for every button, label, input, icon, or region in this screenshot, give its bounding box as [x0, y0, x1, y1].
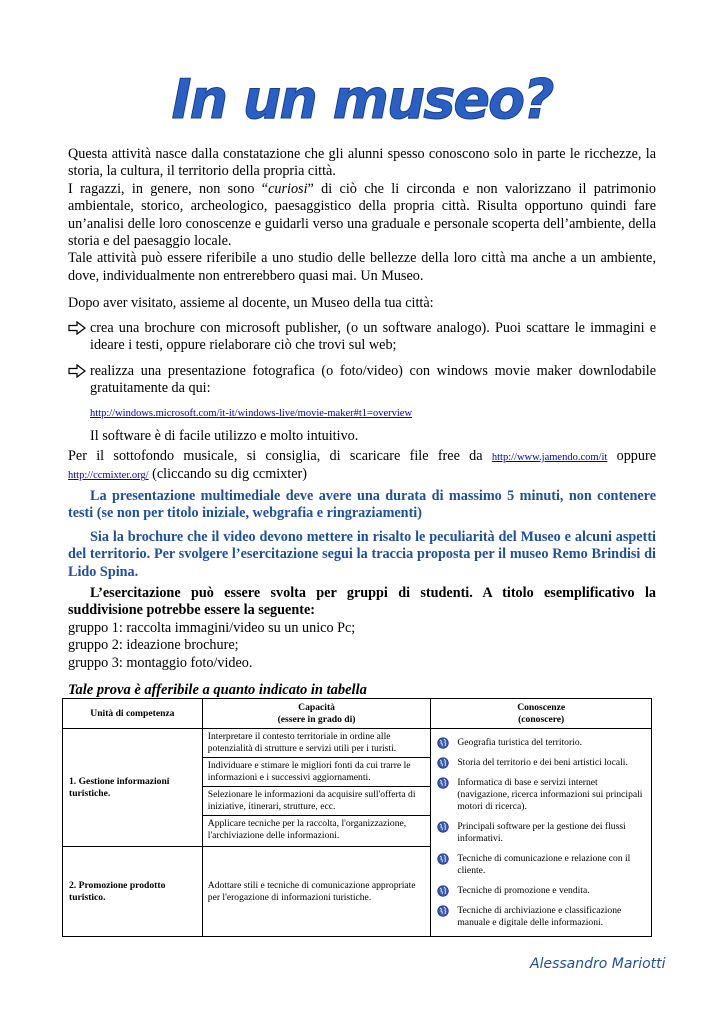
capacity-cell: Adottare stili e tecniche di comunicazione appropriate per l'erogazione di informazioni turistiche. [202, 847, 431, 937]
unit-cell: 1. Gestione informazioni turistiche. [63, 729, 203, 847]
after-visit-text: Dopo aver visitato, assieme al docente, un Museo della tua città: [68, 295, 434, 311]
knowledge-text: Storia del territorio e dei beni artistici locali. [457, 757, 628, 768]
capacity-item: Individuare e stimare le migliori fonti da cui trarre le informazioni e i successivi aggiornamenti. [203, 757, 431, 786]
intro-p2-italic: curiosi [268, 180, 308, 197]
page-title [0, 52, 724, 142]
knowledge-item [435, 853, 645, 877]
globe-icon [437, 777, 449, 789]
software-note: Il software è di facile utilizzo e molto intuitivo. [90, 428, 359, 445]
competence-table [62, 698, 652, 937]
duration-note: La presentazione multimediale deve avere una durata di massimo 5 minuti, non contenere testi (se non per titolo iniziale, webgrafia e ringraziamenti) [68, 488, 656, 522]
title-artwork [171, 52, 553, 142]
globe-icon [437, 757, 449, 769]
list-item [68, 363, 656, 398]
knowledge-text: Tecniche di promozione e vendita. [457, 885, 590, 896]
knowledge-text: Informatica di base e servizi internet (navigazione, ricerca informazioni sui principali motori di ricerca). [457, 777, 643, 812]
intro-paragraph [68, 146, 656, 285]
globe-icon [437, 853, 449, 865]
music-paragraph [68, 448, 656, 485]
knowledge-item [435, 885, 645, 897]
knowledge-item [435, 777, 645, 813]
groups-lead: L’esercitazione può essere svolta per gruppi di studenti. A titolo esemplificativo la suddivisione potrebbe essere la seguente: [68, 585, 656, 619]
capacity-item: Interpretare il contesto territoriale in ordine alle potenzialità di strutture e servizi utili per i turisti. [207, 731, 397, 754]
intro-p2-after: ” di ciò che li circonda e non valorizzano il patrimonio ambientale, storico, archeologico, paesaggistico della propria città. Risulta opportuno quindi fare un’analisi delle loro conoscenze e guidarli verso una graduale e personale scoperta dell’ambiente, della storia e del paesaggio locale. [68, 180, 656, 250]
instruction-list [68, 320, 656, 445]
list-item [68, 320, 656, 355]
knowledge-item [435, 757, 645, 769]
globe-icon [437, 737, 449, 749]
group-item: gruppo 2: ideazione brochure; [68, 637, 239, 654]
knowledge-item [435, 737, 645, 749]
header-knowledge-title: Conoscenze [517, 701, 566, 713]
knowledge-text: Tecniche di archiviazione e classificazione manuale e digitale delle informazioni. [457, 905, 622, 928]
group-item: gruppo 1: raccolta immagini/video su un unico Pc; [68, 619, 356, 636]
table-row [63, 729, 652, 847]
intro-line-1: Questa attività nasce dalla constatazione che gli alunni spesso conoscono solo in parte le ricchezze, la storia, la cultura, il territorio della propria città. [68, 146, 656, 180]
highlight-note: Sia la brochure che il video devono mettere in risalto le peculiarità del Museo e alcuni aspetti del territorio. Per svolgere l’esercitazione segui la traccia proposta per il museo Remo Brindisi di Lido Spina. [68, 529, 656, 580]
intro-p2-before: I ragazzi, in genere, non sono “ [68, 180, 269, 197]
knowledge-text: Geografia turistica del territorio. [457, 737, 583, 748]
bullet-text-brochure: crea una brochure con microsoft publisher, (o un software analogo). Puoi scattare le immagini e ideare i testi, oppure rielaborare ciò che trovi sul web; [90, 320, 656, 354]
knowledge-text: Tecniche di comunicazione e relazione con il cliente. [457, 853, 631, 876]
header-capacity-title: Capacità [298, 701, 335, 713]
header-capacity [202, 699, 431, 729]
globe-icon [437, 821, 449, 833]
knowledge-text: Principali software per la gestione dei flussi informativi. [457, 821, 626, 844]
header-knowledge-sub: (conoscere) [518, 713, 565, 725]
header-unit: Unità di competenza [63, 699, 203, 729]
music-after: (cliccando su dig ccmixter) [152, 466, 307, 483]
knowledge-item [435, 905, 645, 929]
table-header-row [63, 699, 652, 729]
capacity-cell [202, 729, 431, 847]
header-capacity-sub: (essere in grado di) [277, 713, 356, 725]
arrow-right-outline-icon [68, 364, 86, 378]
signature [528, 948, 688, 978]
jamendo-link[interactable]: http://www.jamendo.com/it [491, 452, 608, 463]
music-before: Per il sottofondo musicale, si consiglia, di scaricare file free da [68, 448, 483, 464]
knowledge-cell [431, 729, 652, 937]
group-item: gruppo 3: montaggio foto/video. [68, 654, 253, 671]
arrow-right-outline-icon [68, 321, 86, 335]
groups-paragraph [68, 585, 656, 672]
globe-icon [437, 885, 449, 897]
movie-maker-link[interactable]: http://windows.microsoft.com/it-it/windows-live/movie-maker#t1=overview [90, 407, 413, 419]
capacity-item: Selezionare le informazioni da acquisire sull'offerta di iniziative, itinerari, strutture, ecc. [203, 786, 431, 815]
unit-cell: 2. Promozione prodotto turistico. [63, 847, 203, 937]
music-middle: oppure [616, 448, 656, 464]
knowledge-item [435, 821, 645, 845]
globe-icon [437, 905, 449, 917]
table-title: Tale prova è afferibile a quanto indicato in tabella [68, 682, 367, 698]
header-knowledge [431, 699, 652, 729]
title-text: In un museo? [171, 68, 553, 131]
intro-line-2 [68, 181, 656, 251]
intro-line-3: Tale attività può essere riferibile a uno studio delle bellezze della loro città ma anche a un ambiente, dove, individualmente non entrerebbero quasi mai. Un Museo. [68, 250, 656, 284]
bullet-text-presentation: realizza una presentazione fotografica (o foto/video) con windows movie maker downlodabile gratuitamente da qui: [90, 362, 656, 397]
ccmixter-link[interactable]: http://ccmixter.org/ [68, 470, 149, 482]
capacity-item: Applicare tecniche per la raccolta, l'organizzazione, l'archiviazione delle informazioni. [203, 815, 431, 844]
signature-text: Alessandro Mariotti [530, 956, 666, 972]
